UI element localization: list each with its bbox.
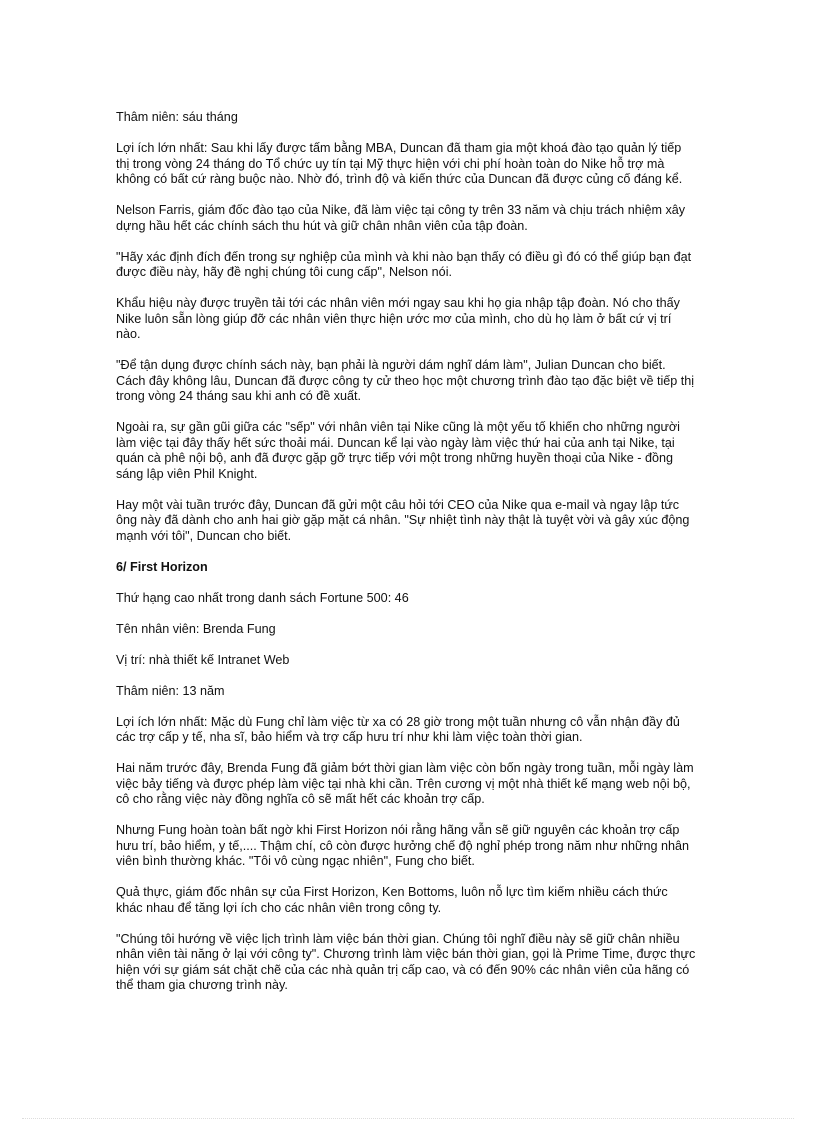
paragraph-ceo-email: Hay một vài tuần trước đây, Duncan đã gửi một câu hỏi tới CEO của Nike qua e-mail và ngay lập tức ông này đã dành cho anh hai giờ gặp mặt cá nhân. "Sự nhiệt tình này thật là tuyệt vời và gây xúc động mạnh với tôi", Duncan cho biết. xyxy=(116,497,690,543)
paragraph-position: Vị trí: nhà thiết kế Intranet Web xyxy=(116,652,290,667)
paragraph-nelson-farris: Nelson Farris, giám đốc đào tạo của Nike, đã làm việc tại công ty trên 33 năm và chịu trách nhiệm xây dựng hầu hết các chính sách thu hút và giữ chân nhân viên của tập đoàn. xyxy=(116,203,686,233)
paragraph-seniority-duncan: Thâm niên: sáu tháng xyxy=(116,110,238,124)
paragraph-seniority-fung: Thâm niên: 13 năm xyxy=(116,683,225,698)
paragraph-prime-time: "Chúng tôi hướng về việc lịch trình làm việc bán thời gian. Chúng tôi nghĩ điều này sẽ giữ chân nhiều nhân viên tài năng ở lại với công ty". Chương trình làm việc bán thời gian, gọi là Prime Time, được thực hiện với sự giám sát chặt chẽ của các nhà quản trị cấp cao, và có đến 90% các nhân viên của hãng có thể tham gia chương trình này. xyxy=(116,931,696,992)
paragraph-hr-director: Quả thực, giám đốc nhân sự của First Horizon, Ken Bottoms, luôn nỗ lực tìm kiếm nhiều cách thức khác nhau để tăng lợi ích cho các nhân viên trong công ty. xyxy=(116,885,668,915)
paragraph-fortune-rank: Thứ hạng cao nhất trong danh sách Fortune 500: 46 xyxy=(116,590,409,605)
paragraph-reduced-hours: Hai năm trước đây, Brenda Fung đã giảm bớt thời gian làm việc còn bốn ngày trong tuần, mỗi ngày làm việc bảy tiếng và được phép làm việc tại nhà khi cần. Trên cương vị một nhà thiết kế mạng web nội bộ, cô cho rằng việc này đồng nghĩa cô sẽ mất hết các khoản trợ cấp. xyxy=(116,761,694,806)
paragraph-slogan: Khẩu hiệu này được truyền tải tới các nhân viên mới ngay sau khi họ gia nhập tập đoàn. Nó cho thấy Nike luôn sẵn lòng giúp đỡ các nhân viên thực hiện ước mơ của mình, cho dù họ làm ở bất cứ vị trí nào. xyxy=(116,296,680,341)
paragraph-benefit-fung: Lợi ích lớn nhất: Mặc dù Fung chỉ làm việc từ xa có 28 giờ trong một tuần nhưng cô vẫn nhận đầy đủ các trợ cấp y tế, nha sĩ, bảo hiểm và trợ cấp hưu trí như khi làm việc toàn thời gian. xyxy=(116,714,680,744)
paragraph-closeness: Ngoài ra, sự gần gũi giữa các "sếp" với nhân viên tại Nike cũng là một yếu tố khiến cho những người làm việc tại đây thấy hết sức thoải mái. Duncan kể lại vào ngày làm việc thứ hai của anh tại Nike, tại quán cà phê nội bộ, anh đã được gặp gỡ trực tiếp với một trong những huyền thoại của Nike - đồng sáng lập viên Phil Knight. xyxy=(116,420,680,481)
paragraph-benefit-duncan: Lợi ích lớn nhất: Sau khi lấy được tấm bằng MBA, Duncan đã tham gia một khoá đào tạo quản lý tiếp thị trong vòng 24 tháng do Tổ chức uy tín tại Mỹ thực hiện với chi phí hoàn toàn do Nike hỗ trợ mà không có bất cứ ràng buộc nào. Nhờ đó, trình độ và kiến thức của Duncan đã được củng cố đáng kể. xyxy=(116,141,683,186)
document-body xyxy=(116,110,696,1009)
paragraph-surprise: Nhưng Fung hoàn toàn bất ngờ khi First Horizon nói rằng hãng vẫn sẽ giữ nguyên các khoản trợ cấp hưu trí, bảo hiểm, y tế,.... Thậm chí, cô còn được hưởng chế độ nghỉ phép trong năm như những nhân viên bình thường khác. "Tôi vô cùng ngạc nhiên", Fung cho biết. xyxy=(116,823,690,868)
section-heading-first-horizon: 6/ First Horizon xyxy=(116,559,208,574)
paragraph-julian-quote: "Để tận dụng được chính sách này, bạn phải là người dám nghĩ dám làm", Julian Duncan cho biết. Cách đây không lâu, Duncan đã được công ty cử theo học một chương trình đào tạo đặc biệt về tiếp thị trong vòng 24 tháng sau khi anh có đề xuất. xyxy=(116,358,695,403)
paragraph-nelson-quote: "Hãy xác định đích đến trong sự nghiệp của mình và khi nào bạn thấy có điều gì đó có thể giúp bạn đạt được điều này, hãy đề nghị chúng tôi cung cấp", Nelson nói. xyxy=(116,249,692,279)
paragraph-employee-name: Tên nhân viên: Brenda Fung xyxy=(116,621,276,636)
page-bottom-divider xyxy=(22,1118,794,1119)
